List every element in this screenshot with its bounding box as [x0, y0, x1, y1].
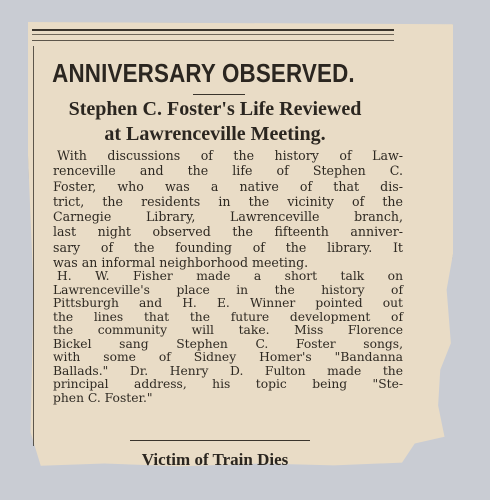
- text-line: principal address, his topic being "Ste-: [53, 377, 403, 392]
- text-line: Carnegie Library, Lawrenceville branch,: [53, 209, 403, 225]
- text-line: last night observed the fifteenth anniver-: [53, 224, 403, 240]
- top-rule-thin-2: [32, 40, 394, 41]
- text-line: With discussions of the history of Law-: [57, 148, 403, 163]
- headline: ANNIVERSARY OBSERVED.: [52, 58, 355, 88]
- text-line: sary of the founding of the library. It: [53, 239, 403, 255]
- text-line: Foster, who was a native of that dis-: [53, 178, 403, 194]
- footer-divider: [130, 440, 310, 441]
- text-line: the lines that the future development of: [53, 309, 403, 324]
- subhead-line-1: Stephen C. Foster's Life Reviewed: [68, 98, 362, 120]
- headline-divider: [193, 94, 245, 95]
- text-line: H. W. Fisher made a short talk on: [57, 269, 403, 284]
- next-headline: Victim of Train Dies: [141, 450, 289, 469]
- text-line: Ballads." Dr. Henry D. Fulton made the: [53, 363, 403, 378]
- text-line: was an informal neighborhood meeting.: [53, 255, 309, 271]
- text-line: Pittsburgh and H. E. Winner pointed out: [53, 296, 403, 311]
- top-rule: [32, 29, 394, 31]
- subhead-line-2: at Lawrenceville Meeting.: [104, 123, 326, 145]
- article-body: [53, 148, 403, 405]
- paragraph-2: [53, 270, 403, 405]
- text-line: renceville and the life of Stephen C.: [53, 163, 403, 179]
- text-line: trict, the residents in the vicinity of the: [53, 193, 403, 209]
- text-line: the community will take. Miss Florence: [53, 323, 403, 338]
- text-line: Lawrenceville's place in the history of: [53, 282, 403, 297]
- text-line: phen C. Foster.": [53, 390, 153, 405]
- top-rule-thin: [32, 34, 394, 35]
- paragraph-1: [53, 148, 403, 270]
- text-line: Bickel sang Stephen C. Foster songs,: [53, 336, 403, 351]
- text-line: with some of Sidney Homer's "Bandanna: [53, 350, 403, 365]
